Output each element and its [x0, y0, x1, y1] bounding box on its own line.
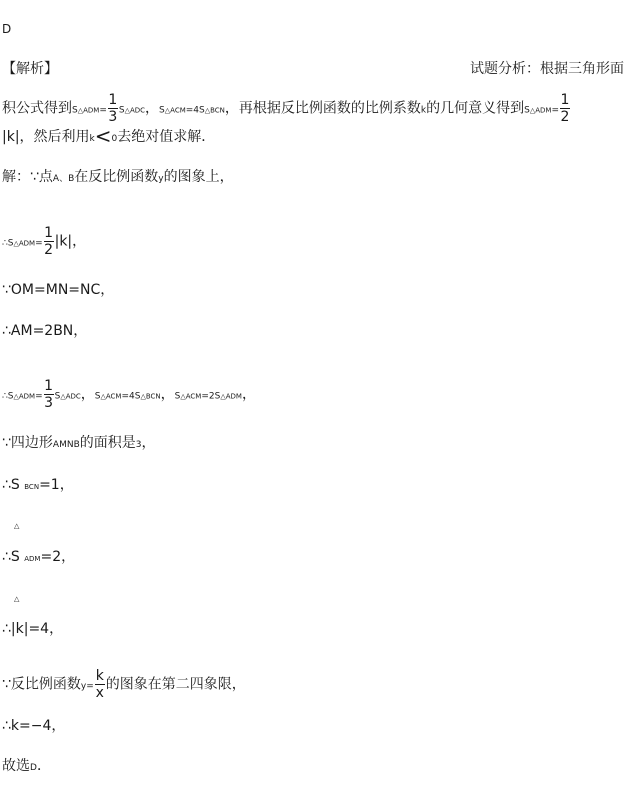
text: |k|，	[54, 233, 87, 250]
math-sub: △ACM	[180, 392, 202, 401]
numerator: 1	[44, 378, 54, 394]
numerator: k	[95, 668, 104, 684]
math-eq2s: =2S	[201, 391, 221, 402]
math-s: S	[94, 391, 101, 402]
denominator: 2	[44, 242, 54, 258]
fraction-one-half	[560, 92, 570, 125]
math-k: k	[89, 134, 95, 144]
math-amnb: AMNB	[52, 440, 80, 450]
math-sub: △ADM	[77, 106, 100, 115]
text: 的图象在第二四象限，	[105, 676, 246, 693]
analysis-line-1	[2, 92, 571, 125]
comma: ，	[160, 386, 175, 403]
math-sub: △ADM	[220, 392, 242, 401]
numerator: 1	[44, 225, 54, 241]
therefore: ∴	[2, 391, 8, 402]
text: 去绝对值求解．	[117, 129, 216, 145]
denominator: 3	[44, 395, 54, 411]
solution-line-7	[2, 476, 74, 496]
text: =1，	[39, 477, 74, 493]
solution-line-1	[2, 168, 234, 188]
math-three: 3	[135, 440, 142, 450]
math-sub: △ADC	[60, 392, 81, 401]
denominator: 2	[560, 109, 570, 125]
math-sub: △ADM	[13, 392, 36, 401]
solution-line-5	[2, 378, 256, 411]
math-s: S	[7, 391, 14, 402]
analysis-label: 试题分析：根据三角形面	[470, 61, 624, 77]
math-ab: A、B	[52, 174, 75, 184]
analysis-tag: 【解析】	[2, 61, 58, 77]
text: 的几何意义得到	[426, 100, 525, 117]
solution-line-2	[2, 225, 86, 258]
math-sub: △ACM	[100, 392, 122, 401]
fraction-k-over-x	[95, 668, 105, 701]
math-eq4s: =4S	[185, 105, 205, 116]
solution-line-6	[2, 434, 156, 454]
text: ∴S	[2, 549, 25, 565]
analysis-line-2	[2, 124, 216, 148]
text: ∴S	[2, 477, 25, 493]
math-s: S	[7, 238, 14, 249]
text: 积公式得到	[2, 100, 72, 117]
less-than: <	[94, 124, 112, 148]
triangle-mark: △	[14, 595, 20, 603]
solution-line-4: ∴AM=2BN，	[2, 323, 88, 339]
comma: ，	[145, 100, 160, 117]
math-eq: =	[99, 105, 107, 116]
text: ，然后利用	[19, 129, 90, 145]
math-sub: △ADM	[13, 239, 36, 248]
fraction-one-third	[44, 378, 54, 411]
text: 故选	[2, 758, 30, 774]
text: ∵反比例函数	[2, 676, 81, 693]
math-y: y	[158, 174, 164, 184]
math-sub: BCN	[24, 483, 40, 491]
solution-line-12	[2, 757, 51, 777]
math-sub: ADM	[24, 555, 41, 563]
math-s: S	[524, 105, 530, 116]
text: ．	[36, 758, 51, 774]
text: ，再根据反比例函数的比例系数	[224, 100, 421, 117]
math-d: D	[30, 763, 37, 773]
math-k: k	[420, 105, 427, 116]
text: 的面积是	[79, 435, 136, 451]
math-s: S	[54, 391, 61, 402]
math-sub: △ADC	[124, 106, 146, 115]
math-s: S	[118, 105, 125, 116]
solution-line-10	[2, 668, 246, 701]
text: 解：∵点	[2, 169, 53, 185]
math-eq: =	[35, 391, 43, 402]
solution-line-3: ∵OM=MN=NC，	[2, 282, 115, 298]
text: =2，	[40, 549, 76, 565]
fraction-one-third	[108, 92, 118, 125]
math-eq: =	[35, 238, 43, 249]
denominator: 3	[108, 109, 118, 125]
math-sub: △ACM	[164, 106, 186, 115]
math-zero: 0	[111, 134, 118, 144]
math-eq4s: =4S	[121, 391, 141, 402]
math-y-eq: y=	[80, 681, 94, 692]
solution-line-9: ∴|k|=4，	[2, 621, 64, 637]
answer-letter: D	[2, 22, 12, 36]
therefore: ∴	[2, 238, 8, 249]
text: ∵四边形	[2, 435, 53, 451]
text: 的图象上，	[163, 169, 234, 185]
math-eq: =	[551, 105, 560, 116]
math-sub: △BCN	[204, 106, 225, 115]
math-s: S	[159, 105, 165, 116]
denominator: x	[95, 685, 104, 701]
triangle-mark: △	[14, 522, 20, 530]
comma: ，	[80, 386, 95, 403]
comma: ，	[241, 386, 256, 403]
solution-line-11: ∴k=−4，	[2, 718, 66, 734]
math-sub: △ADM	[529, 106, 552, 115]
numerator: 1	[560, 92, 570, 108]
math-sub: △BCN	[140, 392, 161, 401]
abs-k: |k|	[2, 129, 20, 145]
math-s: S	[174, 391, 181, 402]
text: ，	[141, 435, 156, 451]
fraction-one-half	[44, 225, 54, 258]
numerator: 1	[108, 92, 118, 108]
text: 在反比例函数	[74, 169, 159, 185]
solution-line-8	[2, 548, 75, 568]
math-s: S	[72, 105, 78, 116]
